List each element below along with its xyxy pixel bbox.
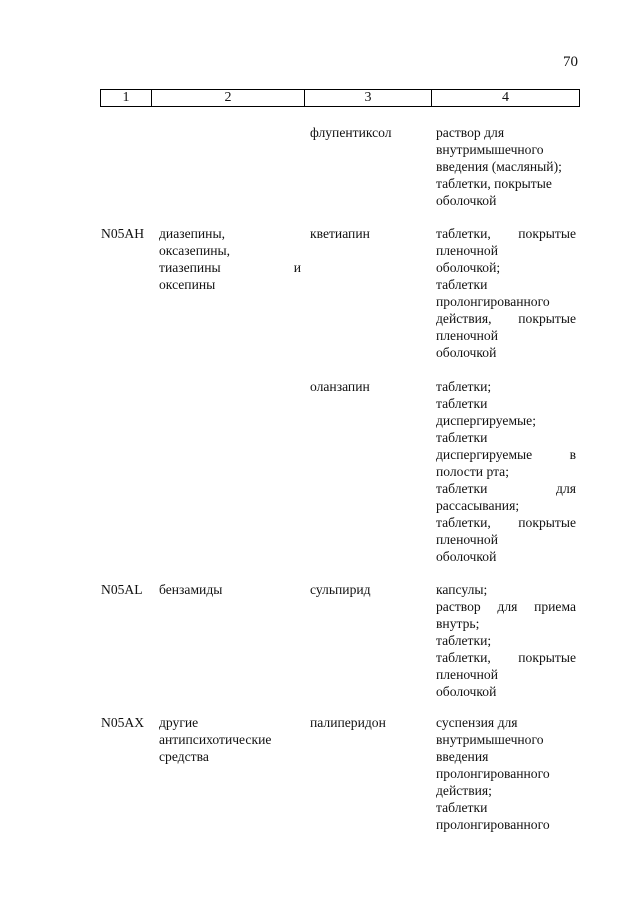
form-line: рассасывания; (436, 498, 520, 513)
form-line: таблетки, покрытые (436, 176, 552, 191)
form-line: капсулы; (436, 582, 488, 597)
form-line: действия; (436, 783, 492, 798)
group-line: бензамиды (159, 582, 223, 597)
dosage-forms (436, 124, 576, 209)
group-line: оксазепины, (159, 243, 231, 258)
atc-group (159, 581, 301, 598)
form-line: таблетки (436, 277, 488, 292)
form-line: раствор для (436, 125, 505, 140)
drug-name: сульпирид (310, 582, 371, 597)
form-line: введения (масляный); (436, 159, 562, 174)
form-line: введения (436, 749, 489, 764)
form-line: таблетки (436, 800, 488, 815)
form-line: таблетки (436, 430, 488, 445)
group-line: антипсихотические (159, 732, 272, 747)
drug-name: оланзапин (310, 379, 370, 394)
form-line: пролонгированного (436, 766, 550, 781)
form-line: оболочкой (436, 345, 497, 360)
group-line: средства (159, 749, 209, 764)
form-line: таблетки, покрытые (436, 650, 576, 665)
form-line: таблетки, покрытые (436, 226, 576, 241)
group-line: оксепины (159, 277, 216, 292)
form-line: пленочной (436, 328, 498, 343)
form-line: пролонгированного (436, 294, 550, 309)
form-line: внутримышечного (436, 142, 544, 157)
group-line: другие (159, 715, 199, 730)
column-header-2: 2 (152, 90, 305, 107)
form-line: действия, покрытые (436, 311, 576, 326)
atc-group (159, 714, 301, 765)
form-line: внутримышечного (436, 732, 544, 747)
atc-group (159, 225, 301, 293)
column-header-4: 4 (432, 90, 580, 107)
drug-name: кветиапин (310, 226, 370, 241)
dosage-forms (436, 225, 576, 361)
form-line: таблетки для (436, 481, 576, 496)
form-line: полости рта; (436, 464, 509, 479)
page-number: 70 (563, 54, 578, 70)
form-line: оболочкой (436, 684, 497, 699)
drug-name: палиперидон (310, 715, 386, 730)
form-line: пленочной (436, 532, 498, 547)
form-line: пленочной (436, 667, 498, 682)
dosage-forms (436, 714, 576, 833)
form-line: раствор для приема (436, 599, 576, 614)
table-header (100, 89, 580, 107)
form-line: таблетки (436, 396, 488, 411)
dosage-forms (436, 581, 576, 700)
form-line: диспергируемые; (436, 413, 536, 428)
form-line: оболочкой (436, 193, 497, 208)
dosage-forms (436, 378, 576, 565)
column-header-3: 3 (305, 90, 432, 107)
drug-name: флупентиксол (310, 125, 392, 140)
form-line: таблетки, покрытые (436, 515, 576, 530)
form-line: диспергируемые в (436, 447, 576, 462)
form-line: суспензия для (436, 715, 518, 730)
form-line: таблетки; (436, 633, 492, 648)
column-header-1: 1 (101, 90, 152, 107)
form-line: внутрь; (436, 616, 480, 631)
atc-code: N05AX (101, 715, 145, 730)
group-line: тиазепины и (159, 260, 301, 275)
form-line: пролонгированного (436, 817, 550, 832)
form-line: пленочной (436, 243, 498, 258)
form-line: оболочкой (436, 549, 497, 564)
group-line: диазепины, (159, 226, 225, 241)
atc-code: N05AH (101, 226, 145, 241)
atc-code: N05AL (101, 582, 143, 597)
form-line: оболочкой; (436, 260, 501, 275)
form-line: таблетки; (436, 379, 492, 394)
